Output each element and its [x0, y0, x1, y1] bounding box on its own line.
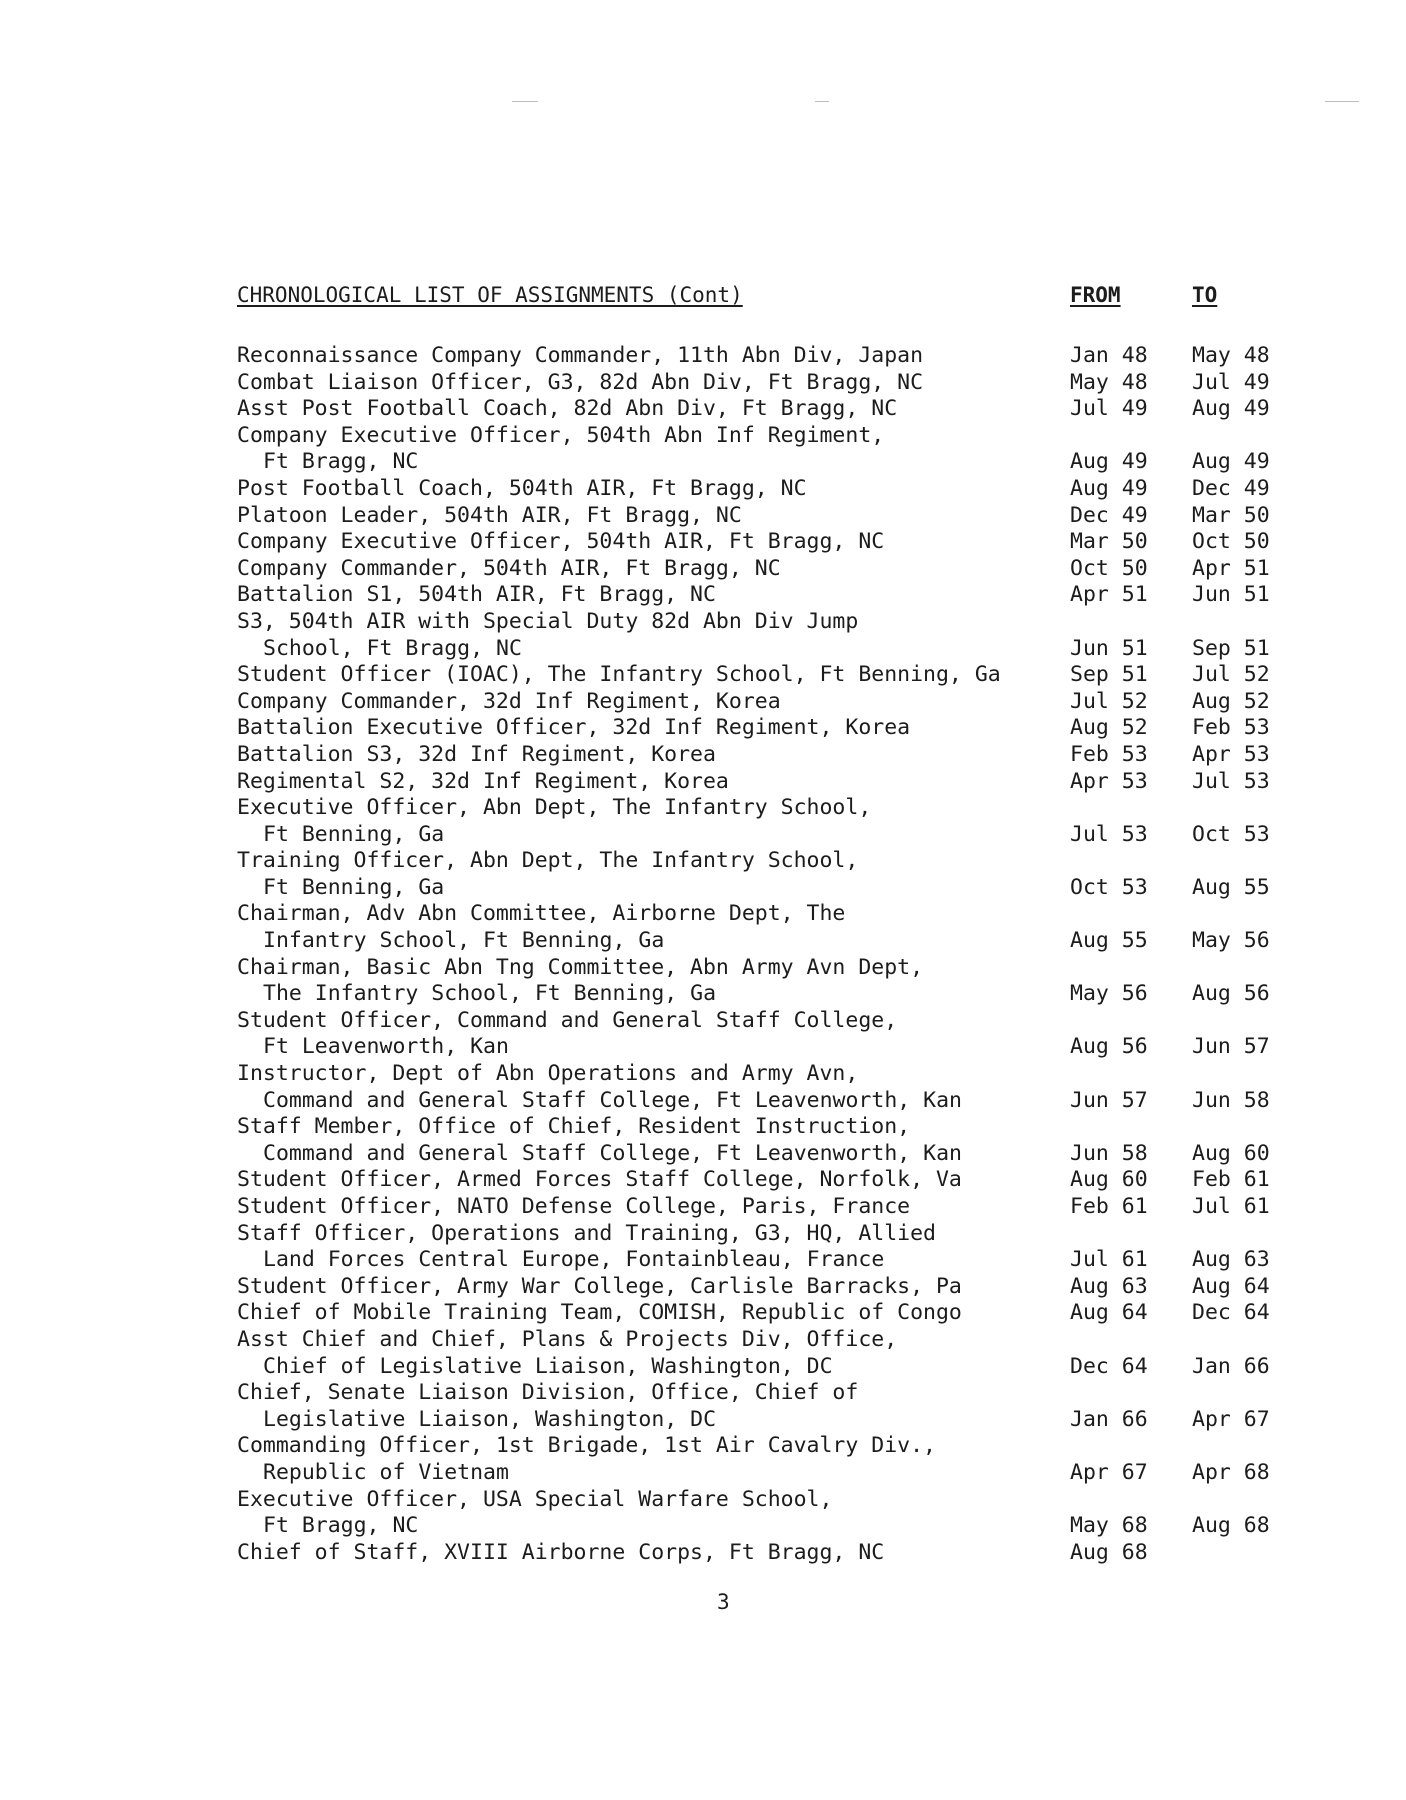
assignment-title-line: Ft Bragg, NC — [263, 449, 419, 475]
assignment-from-date: Mar 50 — [1070, 529, 1148, 555]
assignment-from-date: Aug 64 — [1070, 1300, 1148, 1326]
assignment-from-date: May 68 — [1070, 1513, 1148, 1539]
assignment-from-date: May 48 — [1070, 369, 1148, 395]
assignment-title-line: Battalion S1, 504th AIR, Ft Bragg, NC — [237, 582, 716, 608]
assignment-to-date: Feb 53 — [1192, 715, 1270, 741]
assignment-title-line: Company Executive Officer, 504th AIR, Ft Bragg, NC — [237, 529, 885, 555]
assignment-from-date: May 56 — [1070, 981, 1148, 1007]
page-number: 3 — [717, 1590, 730, 1614]
assignment-title-line: Reconnaissance Company Commander, 11th Abn Div, Japan — [237, 343, 924, 368]
assignment-to-date: Aug 60 — [1192, 1140, 1270, 1166]
assignment-title-line: Chief, Senate Liaison Division, Office, Chief of — [237, 1380, 859, 1406]
assignment-to-date: Apr 67 — [1192, 1406, 1270, 1432]
assignment-title-line: Ft Benning, Ga — [263, 874, 445, 900]
assignment-title-line: Battalion Executive Officer, 32d Inf Regiment, Korea — [237, 715, 911, 741]
assignment-entry — [237, 795, 1297, 848]
assignment-title-line: Commanding Officer, 1st Brigade, 1st Air Cavalry Div., — [237, 1433, 936, 1459]
assignment-title-line: Infantry School, Ft Benning, Ga — [263, 928, 665, 954]
assignment-from-date: Apr 51 — [1070, 582, 1148, 608]
assignment-title-line: Staff Member, Office of Chief, Resident Instruction, — [237, 1114, 911, 1140]
assignment-from-date: Jun 57 — [1070, 1087, 1148, 1113]
assignment-entry — [237, 742, 1297, 769]
assignment-to-date: Jun 51 — [1192, 582, 1270, 608]
assignment-entry — [237, 848, 1297, 901]
assignment-entry — [237, 715, 1297, 742]
assignment-from-date: Feb 61 — [1070, 1194, 1148, 1219]
assignment-entry — [237, 1114, 1297, 1167]
assignment-list — [237, 343, 1297, 1566]
assignment-entry — [237, 609, 1297, 662]
assignment-title-line: Asst Post Football Coach, 82d Abn Div, Ft Bragg, NC — [237, 396, 898, 422]
assignment-entry — [237, 1167, 1297, 1194]
assignment-to-date: Jul 53 — [1192, 768, 1270, 794]
assignment-title-line: Student Officer, Armed Forces Staff College, Norfolk, Va — [237, 1167, 962, 1193]
assignment-from-date: Aug 60 — [1070, 1167, 1148, 1193]
assignment-entry — [237, 1061, 1297, 1114]
assignment-from-date: Apr 53 — [1070, 768, 1148, 794]
assignment-from-date: Jan 48 — [1070, 343, 1148, 368]
assignment-entry — [237, 1221, 1297, 1274]
assignment-from-date: Oct 50 — [1070, 555, 1148, 581]
assignment-entry — [237, 901, 1297, 954]
assignment-from-date: Jun 51 — [1070, 635, 1148, 661]
assignment-from-date: Jul 49 — [1070, 396, 1148, 422]
assignment-from-date: Aug 49 — [1070, 475, 1148, 501]
assignment-to-date: Aug 49 — [1192, 396, 1270, 422]
assignment-title-line: Chairman, Basic Abn Tng Committee, Abn Army Avn Dept, — [237, 954, 924, 980]
assignment-to-date: Dec 49 — [1192, 475, 1270, 501]
assignment-entry — [237, 1433, 1297, 1486]
assignment-to-date: Aug 55 — [1192, 874, 1270, 900]
assignment-title-line: Ft Benning, Ga — [263, 821, 445, 847]
assignment-from-date: Aug 52 — [1070, 715, 1148, 741]
assignment-title-line: Executive Officer, Abn Dept, The Infantry School, — [237, 795, 872, 821]
assignment-title-line: Battalion S3, 32d Inf Regiment, Korea — [237, 741, 716, 767]
scan-mark — [512, 101, 538, 102]
assignment-entry — [237, 1008, 1297, 1061]
assignment-to-date: Jul 49 — [1192, 369, 1270, 395]
assignment-title-line: Post Football Coach, 504th AIR, Ft Bragg, NC — [237, 475, 807, 501]
assignment-title-line: School, Ft Bragg, NC — [263, 635, 522, 661]
assignment-entry — [237, 370, 1297, 397]
assignment-title-line: Ft Leavenworth, Kan — [263, 1034, 509, 1060]
list-header — [237, 283, 1297, 317]
assignment-title-line: Legislative Liaison, Washington, DC — [263, 1406, 717, 1432]
assignment-from-date: Aug 49 — [1070, 449, 1148, 475]
assignment-title-line: Company Commander, 32d Inf Regiment, Korea — [237, 688, 781, 714]
assignment-entry — [237, 556, 1297, 583]
scan-mark — [1325, 101, 1359, 102]
assignment-title-line: Chairman, Adv Abn Committee, Airborne Dept, The — [237, 901, 846, 927]
assignment-title-line: Company Executive Officer, 504th Abn Inf Regiment, — [237, 422, 885, 448]
assignment-entry — [237, 1380, 1297, 1433]
assignment-to-date: Aug 52 — [1192, 688, 1270, 714]
assignment-title-line: Ft Bragg, NC — [263, 1513, 419, 1539]
assignment-to-date: Aug 56 — [1192, 981, 1270, 1007]
assignment-to-date: Aug 49 — [1192, 449, 1270, 475]
assignment-title-line: Student Officer, Command and General Staff College, — [237, 1007, 898, 1033]
assignment-title-line: Land Forces Central Europe, Fontainbleau, France — [263, 1247, 885, 1273]
assignment-from-date: Feb 53 — [1070, 741, 1148, 767]
assignment-title-line: Company Commander, 504th AIR, Ft Bragg, NC — [237, 555, 781, 581]
assignment-entry — [237, 1487, 1297, 1540]
assignment-from-date: Jul 61 — [1070, 1247, 1148, 1273]
assignment-to-date: Dec 64 — [1192, 1300, 1270, 1326]
assignment-entry — [237, 1300, 1297, 1327]
assignment-title-line: Training Officer, Abn Dept, The Infantry School, — [237, 848, 859, 874]
assignment-entry — [237, 582, 1297, 609]
assignment-title-line: Republic of Vietnam — [263, 1459, 509, 1485]
assignment-from-date: Jul 53 — [1070, 821, 1148, 847]
assignment-from-date: Dec 49 — [1070, 502, 1148, 528]
assignment-from-date: Jul 52 — [1070, 688, 1148, 714]
assignment-from-date: Aug 63 — [1070, 1273, 1148, 1299]
assignment-to-date: May 48 — [1192, 343, 1270, 368]
assignment-title-line: Platoon Leader, 504th AIR, Ft Bragg, NC — [237, 502, 742, 528]
assignment-title-line: Command and General Staff College, Ft Leavenworth, Kan — [263, 1140, 962, 1166]
assignment-title-line: Student Officer (IOAC), The Infantry School, Ft Benning, Ga — [237, 662, 1001, 688]
assignment-entry — [237, 1194, 1297, 1221]
assignment-title-line: Chief of Staff, XVIII Airborne Corps, Ft Bragg, NC — [237, 1539, 885, 1565]
assignment-to-date: Aug 64 — [1192, 1273, 1270, 1299]
assignment-to-date: Apr 51 — [1192, 555, 1270, 581]
assignment-title-line: Regimental S2, 32d Inf Regiment, Korea — [237, 768, 729, 794]
assignment-entry — [237, 423, 1297, 476]
assignment-to-date: Jul 61 — [1192, 1194, 1270, 1219]
assignment-title-line: Chief of Legislative Liaison, Washington, DC — [263, 1353, 833, 1379]
assignment-from-date: Jun 58 — [1070, 1140, 1148, 1166]
assignment-title-line: S3, 504th AIR with Special Duty 82d Abn Div Jump — [237, 608, 859, 634]
from-column-header: FROM — [1070, 283, 1121, 307]
assignment-entry — [237, 503, 1297, 530]
assignment-to-date: Oct 53 — [1192, 821, 1270, 847]
assignment-from-date: Aug 55 — [1070, 928, 1148, 954]
assignment-title-line: Executive Officer, USA Special Warfare School, — [237, 1486, 833, 1512]
assignment-title-line: Chief of Mobile Training Team, COMISH, Republic of Congo — [237, 1300, 962, 1326]
to-column-header: TO — [1192, 283, 1218, 307]
assignment-to-date: Jul 52 — [1192, 662, 1270, 688]
assignment-entry — [237, 1274, 1297, 1301]
assignment-from-date: Jan 66 — [1070, 1406, 1148, 1432]
assignment-title-line: Instructor, Dept of Abn Operations and Army Avn, — [237, 1061, 859, 1087]
assignment-from-date: Apr 67 — [1070, 1459, 1148, 1485]
assignment-entry — [237, 769, 1297, 796]
assignment-title-line: Combat Liaison Officer, G3, 82d Abn Div, Ft Bragg, NC — [237, 369, 924, 395]
assignment-title-line: Staff Officer, Operations and Training, G3, HQ, Allied — [237, 1220, 936, 1246]
assignment-to-date: Aug 63 — [1192, 1247, 1270, 1273]
assignment-to-date: Feb 61 — [1192, 1167, 1270, 1193]
assignment-entry — [237, 529, 1297, 556]
assignment-entry — [237, 1327, 1297, 1380]
assignment-from-date: Dec 64 — [1070, 1353, 1148, 1379]
assignment-from-date: Oct 53 — [1070, 874, 1148, 900]
assignment-entry — [237, 396, 1297, 423]
assignment-entry — [237, 662, 1297, 689]
assignment-title-line: Student Officer, Army War College, Carlisle Barracks, Pa — [237, 1273, 962, 1299]
assignment-to-date: Sep 51 — [1192, 635, 1270, 661]
assignment-to-date: Oct 50 — [1192, 529, 1270, 555]
assignment-to-date: May 56 — [1192, 928, 1270, 954]
assignment-from-date: Aug 56 — [1070, 1034, 1148, 1060]
assignment-title-line: Asst Chief and Chief, Plans & Projects Div, Office, — [237, 1326, 898, 1352]
assignment-to-date: Aug 68 — [1192, 1513, 1270, 1539]
section-title: CHRONOLOGICAL LIST OF ASSIGNMENTS (Cont) — [237, 283, 743, 307]
assignment-to-date: Mar 50 — [1192, 502, 1270, 528]
assignment-entry — [237, 1540, 1297, 1567]
assignment-title-line: Student Officer, NATO Defense College, Paris, France — [237, 1194, 911, 1219]
assignment-entry — [237, 955, 1297, 1008]
assignment-to-date: Apr 53 — [1192, 741, 1270, 767]
assignment-entry — [237, 476, 1297, 503]
assignment-title-line: Command and General Staff College, Ft Leavenworth, Kan — [263, 1087, 962, 1113]
assignment-to-date: Jun 58 — [1192, 1087, 1270, 1113]
assignment-from-date: Sep 51 — [1070, 662, 1148, 688]
assignment-to-date: Apr 68 — [1192, 1459, 1270, 1485]
scan-mark — [815, 101, 829, 102]
assignment-to-date: Jan 66 — [1192, 1353, 1270, 1379]
assignment-from-date: Aug 68 — [1070, 1539, 1148, 1565]
assignment-to-date: Jun 57 — [1192, 1034, 1270, 1060]
assignment-entry — [237, 689, 1297, 716]
assignment-title-line: The Infantry School, Ft Benning, Ga — [263, 981, 717, 1007]
assignment-entry — [237, 343, 1297, 370]
